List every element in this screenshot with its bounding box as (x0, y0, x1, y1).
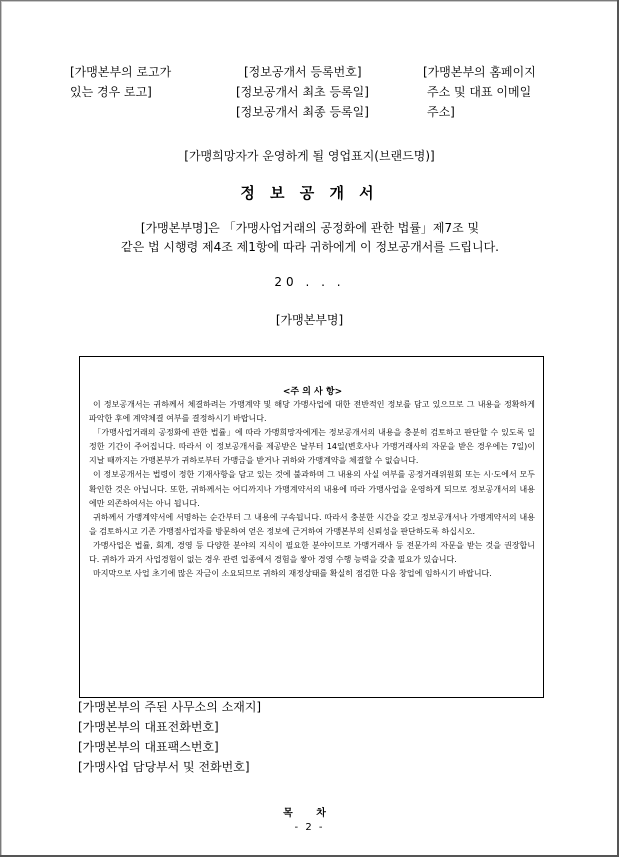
department-phone: [가맹사업 담당부서 및 전화번호] (78, 760, 250, 774)
caution-paragraph: 「가맹사업거래의 공정화에 관한 법률」에 따라 가맹희망자에게는 정보공개서의 내용을 충분히 검토하고 판단할 수 있도록 일정한 기간이 주어집니다. 따라서 이 정보공개서를 제공받은 날부터 14일(변호사나 가맹거래사의 자문을 받은 경우에는 7일)이 지날 때까지는 가맹본부가 귀하로부터 가맹금을 받거나 귀하와 가맹계약을 체결할 수 없습니다. (89, 428, 535, 466)
intro-line-2: 같은 법 시행령 제4조 제1항에 따라 귀하에게 이 정보공개서를 드립니다. (121, 240, 499, 254)
header-left-line-2: 있는 경우 로고] (70, 85, 152, 99)
brand-name-line: [가맹희망자가 운영하게 될 영업표지(브랜드명)] (184, 149, 435, 163)
caution-paragraph: 가맹사업은 법률, 회계, 경영 등 다양한 분야의 지식이 필요한 분야이므로 가맹거래사 등 전문가의 자문을 받는 것을 권장합니다. 귀하가 과거 사업경험이 없는 경우 관련 업종에서 경험을 쌓아 경영 수행 능력을 갖출 필요가 있습니다. (89, 540, 535, 565)
franchisor-signature: [가맹본부명] (275, 313, 344, 327)
caution-box (79, 356, 544, 698)
caution-body (89, 398, 535, 581)
header-logo-placeholder (70, 62, 171, 102)
header-left-line-1: [가맹본부의 로고가 (70, 65, 172, 79)
page-number: - 2 - (294, 822, 325, 833)
caution-title: <주 의 사 항> (282, 387, 343, 397)
header-homepage-email (423, 62, 536, 122)
main-phone: [가맹본부의 대표전화번호] (78, 720, 219, 734)
intro-paragraph (80, 219, 540, 257)
header-right-line-3: 주소] (427, 105, 455, 119)
caution-paragraph: 이 정보공개서는 법령이 정한 기재사항을 담고 있는 것에 불과하며 그 내용의 사실 여부를 공정거래위원회 또는 시·도에서 모두 확인한 것은 아닙니다. 또한, 귀하께서는 어디까지나 가맹계약서의 내용에 따라 가맹사업을 운영하게 되므로 정보공개서의 내용에만 의존하여서는 아니 됩니다. (89, 470, 535, 508)
table-of-contents-heading: 목 차 (283, 808, 336, 819)
caution-paragraph: 마지막으로 사업 초기에 많은 자금이 소요되므로 귀하의 재정상태를 확실히 점검한 다음 창업에 임하시기 바랍니다. (93, 569, 492, 579)
header-registration-info (236, 62, 369, 122)
document-title: 정 보 공 개 서 (240, 184, 379, 202)
caution-paragraph: 귀하께서 가맹계약서에 서명하는 순간부터 그 내용에 구속됩니다. 따라서 충분한 시간을 갖고 정보공개서나 가맹계약서의 내용을 검토하시고 기존 가맹점사업자를 방문하여 얻은 정보에 근거하여 가맹본부의 신뢰성을 판단하도록 하십시오. (89, 512, 535, 536)
header-right-line-2: 주소 및 대표 이메일 (427, 85, 532, 99)
issue-date: 20 . . . (274, 275, 345, 289)
header-right-line-1: [가맹본부의 홈페이지 (423, 65, 536, 79)
main-fax: [가맹본부의 대표팩스번호] (78, 740, 219, 754)
header-first-registration-date: [정보공개서 최초 등록일] (236, 85, 369, 99)
header-registration-number: [정보공개서 등록번호] (244, 65, 362, 79)
office-address: [가맹본부의 주된 사무소의 소재지] (78, 700, 262, 714)
intro-line-1: [가맹본부명]은 「가맹사업거래의 공정화에 관한 법률」제7조 및 (140, 221, 480, 235)
caution-paragraph: 이 정보공개서는 귀하께서 체결하려는 가맹계약 및 해당 가맹사업에 대한 전반적인 정보를 담고 있으므로 그 내용을 정확하게 파악한 후에 계약체결 여부를 결정하시기 바랍니다. (89, 400, 535, 424)
header-last-registration-date: [정보공개서 최종 등록일] (236, 105, 369, 119)
